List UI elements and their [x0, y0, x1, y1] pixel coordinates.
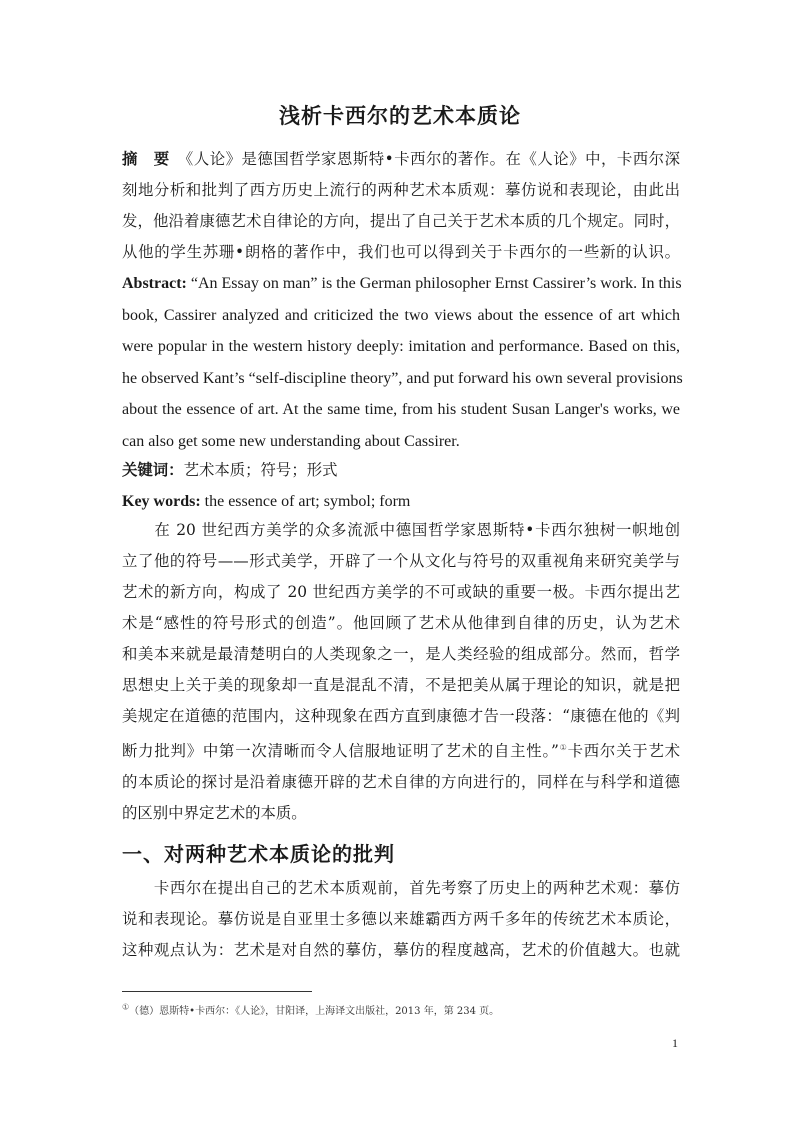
section-line: 卡西尔在提出自己的艺术本质观前，首先考察了历史上的两种艺术观：摹仿 — [122, 879, 680, 897]
abstract-en-line: about the essence of art. At the same time, from his student Susan Langer's works, we — [122, 401, 680, 418]
abstract-en-line: book, Cassirer analyzed and criticized the two views about the essence of art which — [122, 306, 680, 324]
section-heading: 一、对两种艺术本质论的批判 — [122, 842, 395, 866]
abstract-cn-line: 发，他沿着康德艺术自律论的方向，提出了自己关于艺术本质的几个规定。同时， — [122, 212, 680, 230]
keywords-en-label: Key words: — [122, 493, 201, 510]
body-line: 美规定在道德的范围内，这种现象在西方直到康德才告一段落：“康德在他的《判 — [122, 707, 680, 725]
body-line: 断力批判》中第一次清晰而令人信服地证明了艺术的自主性。”①卡西尔关于艺术 — [122, 742, 681, 761]
abstract-en-line: he observed Kant’s “self-discipline theory”, and put forward his own several provisions — [122, 369, 683, 387]
keywords-en — [122, 486, 680, 518]
abstract-en-line: were popular in the western history deeply: imitation and performance. Based on this, — [122, 338, 680, 355]
body-paragraph — [122, 515, 680, 829]
section-line: 说和表现论。摹仿说是自亚里士多德以来雄霸西方两千多年的传统艺术本质论， — [122, 910, 680, 928]
body-line: 思想史上关于美的现象却一直是混乱不清，不是把美从属于理论的知识，就是把 — [122, 676, 680, 694]
body-line: 的本质论的探讨是沿着康德开辟的艺术自律的方向进行的，同样在与科学和道德 — [122, 773, 680, 792]
section-line: 这种观点认为：艺术是对自然的摹仿，摹仿的程度越高，艺术的价值越大。也就 — [122, 941, 680, 959]
body-line: 的区别中界定艺术的本质。 — [122, 804, 307, 823]
keywords-cn — [122, 455, 680, 486]
abstract-cn-line: 从他的学生苏珊•朗格的著作中，我们也可以得到关于卡西尔的一些新的认识。 — [122, 243, 680, 261]
abstract-en — [122, 268, 683, 457]
keywords-cn-label: 关键词： — [122, 461, 184, 479]
footnote-reference[interactable]: ① — [558, 743, 568, 752]
page-number: 1 — [672, 1036, 678, 1050]
abstract-cn — [122, 144, 680, 268]
abstract-en-label: Abstract: — [122, 275, 187, 292]
footnote-text: （德）恩斯特•卡西尔：《人论》，甘阳译，上海译文出版社，2013 年，第 234 页。 — [129, 1006, 500, 1017]
keywords-en-text: the essence of art; symbol; form — [200, 493, 411, 510]
abstract-en-line: can also get some new understanding about Cassirer. — [122, 432, 460, 450]
body-line: 立了他的符号——形式美学，开辟了一个从文化与符号的双重视角来研究美学与 — [122, 552, 680, 570]
abstract-cn-label: 摘 要 — [122, 150, 170, 168]
footnote — [122, 1002, 682, 1017]
keywords-cn-text: 艺术本质；符号；形式 — [183, 461, 338, 479]
body-line: 艺术的新方向，构成了 20 世纪西方美学的不可或缺的重要一极。卡西尔提出艺 — [122, 583, 680, 601]
section-paragraph — [122, 873, 680, 966]
body-line: 和美本来就是最清楚明白的人类现象之一，是人类经验的组成部分。然而，哲学 — [122, 645, 680, 663]
footnote-marker: ① — [122, 1002, 130, 1012]
body-line: 在 20 世纪西方美学的众多流派中德国哲学家恩斯特•卡西尔独树一帜地创 — [122, 521, 680, 539]
document-title: 浅析卡西尔的艺术本质论 — [279, 104, 521, 128]
body-line: 术是“感性的符号形式的创造”。他回顾了艺术从他律到自律的历史，认为艺术 — [122, 614, 680, 632]
abstract-cn-line: 刻地分析和批判了西方历史上流行的两种艺术本质观：摹仿说和表现论，由此出 — [122, 181, 680, 199]
abstract-cn-line: 摘 要 《人论》是德国哲学家恩斯特•卡西尔的著作。在《人论》中，卡西尔深 — [122, 150, 680, 168]
footnote-divider — [122, 991, 312, 992]
abstract-en-line: Abstract: “An Essay on man” is the German philosopher Ernst Cassirer’s work. In this — [122, 275, 682, 292]
